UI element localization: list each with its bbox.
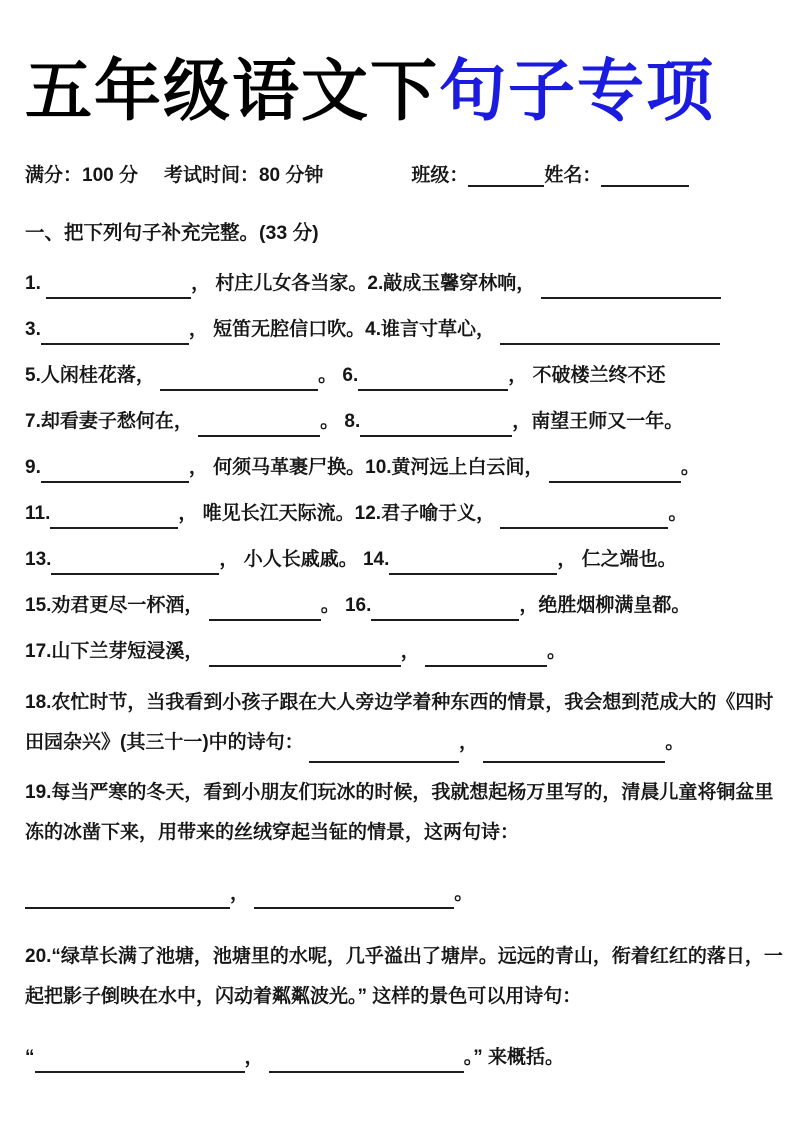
- question-text: ， 唯见长江天际流。12.君子喻于义，: [178, 502, 501, 524]
- question-text: ，绝胜烟柳满皇都。: [519, 594, 691, 616]
- answer-blank[interactable]: [549, 461, 681, 483]
- answer-blank[interactable]: [269, 1051, 464, 1073]
- question-line-1-2: [25, 269, 783, 299]
- question-text: ，: [244, 1046, 269, 1068]
- class-input-blank[interactable]: [468, 164, 544, 187]
- question-text: 19.每当严寒的冬天，看到小朋友们玩冰的时候，我就想起杨万里写的，清晨儿童将铜盆里冻的冰凿下来，用带来的丝绒穿起当钲的情景，这两句诗：: [25, 781, 774, 843]
- answer-blank[interactable]: [41, 461, 189, 483]
- question-text: 9.: [25, 456, 41, 478]
- full-score-label: 满分：100 分: [25, 164, 138, 186]
- question-text: 11.: [25, 502, 51, 524]
- question-19: [25, 773, 783, 853]
- answer-blank[interactable]: [51, 553, 219, 575]
- question-text: 13.: [25, 548, 52, 570]
- question-line-7-8: [25, 407, 783, 437]
- answer-blank[interactable]: [358, 369, 508, 391]
- answer-blank[interactable]: [500, 323, 720, 345]
- question-text: ， 小人长戚戚。 14.: [219, 548, 390, 570]
- question-line-17: [25, 637, 783, 667]
- question-text: 。: [680, 456, 700, 478]
- question-text: ， 仁之端也。: [557, 548, 677, 570]
- question-text: “: [25, 1046, 35, 1068]
- question-text: 。 16.: [320, 594, 372, 616]
- question-18: [25, 683, 783, 763]
- answer-blank[interactable]: [209, 645, 401, 667]
- answer-blank[interactable]: [254, 887, 454, 909]
- answer-blank[interactable]: [198, 415, 320, 437]
- answer-blank[interactable]: [371, 599, 519, 621]
- question-20: [25, 937, 783, 1017]
- question-text: 。: [665, 731, 685, 753]
- answer-blank[interactable]: [50, 507, 178, 529]
- name-input-blank[interactable]: [601, 164, 689, 187]
- answer-blank[interactable]: [389, 553, 557, 575]
- question-text: 20.“绿草长满了池塘，池塘里的水呢，几乎溢出了塘岸。远远的青山，衔着红红的落日，一起把影子倒映在水中，闪动着粼粼波光。” 这样的景色可以用诗句：: [25, 945, 783, 1007]
- question-text: 。: [454, 882, 474, 904]
- question-text: 。: [546, 640, 566, 662]
- class-label: 班级：: [411, 164, 469, 186]
- question-text: 18.农忙时节，当我看到小孩子跟在大人旁边学着种东西的情景，我会想到范成大的《四时田园杂兴》(其三十一)中的诗句：: [25, 691, 774, 753]
- question-text: 17.山下兰芽短浸溪，: [25, 640, 209, 662]
- answer-blank[interactable]: [41, 323, 189, 345]
- answer-blank[interactable]: [541, 277, 721, 299]
- question-text: ，南望王师又一年。: [512, 410, 684, 432]
- question-line-15-16: [25, 591, 783, 621]
- question-text: 。” 来概括。: [463, 1046, 565, 1068]
- questions-list: [25, 269, 783, 1073]
- question-text: 7.却看妻子愁何在，: [25, 410, 199, 432]
- answer-blank[interactable]: [35, 1051, 245, 1073]
- title-black-part: 五年级语文下: [25, 54, 439, 129]
- answer-blank[interactable]: [209, 599, 321, 621]
- title-blue-part: 句子专项: [439, 54, 715, 129]
- question-text: ， 短笛无腔信口吹。4.谁言寸草心，: [188, 318, 501, 340]
- question-line-5-6: [25, 361, 783, 391]
- answer-blank[interactable]: [46, 277, 191, 299]
- question-text: 5.人闲桂花落，: [25, 364, 161, 386]
- question-text: ，: [400, 640, 425, 662]
- question-text: 。 8.: [320, 410, 361, 432]
- exam-info-line: [25, 160, 783, 187]
- question-line-3-4: [25, 315, 783, 345]
- question-20-answer-row: [25, 1043, 783, 1073]
- question-text: ，: [230, 882, 255, 904]
- question-text: 15.劝君更尽一杯酒，: [25, 594, 209, 616]
- section-heading: 一、把下列句子补充完整。(33 分): [25, 221, 319, 244]
- answer-blank[interactable]: [500, 507, 668, 529]
- question-19-answer-row: [25, 879, 783, 909]
- question-line-9-10: [25, 453, 783, 483]
- question-text: 3.: [25, 318, 41, 340]
- exam-time-label: 考试时间：80 分钟: [163, 164, 324, 186]
- question-text: ， 何须马革裹尸换。10.黄河远上白云间，: [188, 456, 549, 478]
- answer-blank[interactable]: [25, 887, 230, 909]
- answer-blank[interactable]: [160, 369, 318, 391]
- question-text: 1.: [25, 272, 47, 294]
- name-label: 姓名：: [544, 164, 602, 186]
- answer-blank[interactable]: [425, 645, 547, 667]
- question-text: 。 6.: [318, 364, 359, 386]
- question-text: 。: [668, 502, 688, 524]
- answer-blank[interactable]: [309, 741, 459, 763]
- answer-blank[interactable]: [483, 741, 665, 763]
- question-line-11-12: [25, 499, 783, 529]
- page-title: [25, 50, 783, 134]
- question-text: ， 村庄儿女各当家。2.敲成玉馨穿林响，: [191, 272, 541, 294]
- answer-blank[interactable]: [360, 415, 512, 437]
- question-text: ，: [458, 731, 484, 753]
- question-text: ， 不破楼兰终不还: [508, 364, 666, 386]
- question-line-13-14: [25, 545, 783, 575]
